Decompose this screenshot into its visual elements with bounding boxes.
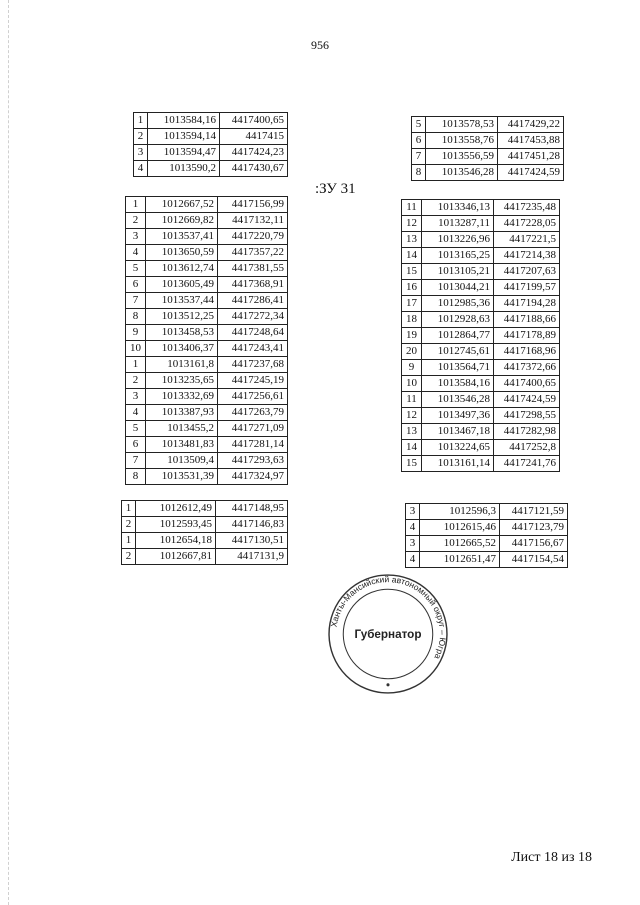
x-coordinate-cell: 1012654,18 bbox=[136, 533, 216, 549]
table-row bbox=[126, 357, 288, 373]
point-number-cell: 1 bbox=[122, 533, 136, 549]
point-number-cell: 8 bbox=[126, 309, 146, 325]
x-coordinate-cell: 1013497,36 bbox=[422, 408, 494, 424]
table-row bbox=[412, 165, 564, 181]
table-row bbox=[126, 325, 288, 341]
land-plot-label: :ЗУ 31 bbox=[315, 181, 356, 197]
y-coordinate-cell: 4417214,38 bbox=[494, 248, 560, 264]
point-number-cell: 2 bbox=[126, 373, 146, 389]
y-coordinate-cell: 4417178,89 bbox=[494, 328, 560, 344]
page-margin-line bbox=[8, 0, 9, 905]
x-coordinate-cell: 1012593,45 bbox=[136, 517, 216, 533]
point-number-cell: 8 bbox=[412, 165, 426, 181]
x-coordinate-cell: 1013558,76 bbox=[426, 133, 498, 149]
point-number-cell: 9 bbox=[402, 360, 422, 376]
table-row bbox=[126, 213, 288, 229]
point-number-cell: 4 bbox=[406, 520, 420, 536]
table-row bbox=[402, 408, 560, 424]
table-row bbox=[126, 309, 288, 325]
table-row bbox=[402, 456, 560, 472]
point-number-cell: 17 bbox=[402, 296, 422, 312]
table-row bbox=[406, 504, 568, 520]
point-number-cell: 4 bbox=[126, 245, 146, 261]
table-row bbox=[412, 149, 564, 165]
point-number-cell: 19 bbox=[402, 328, 422, 344]
point-number-cell: 20 bbox=[402, 344, 422, 360]
y-coordinate-cell: 4417324,97 bbox=[218, 469, 288, 485]
y-coordinate-cell: 4417400,65 bbox=[220, 113, 288, 129]
y-coordinate-cell: 4417286,41 bbox=[218, 293, 288, 309]
table-row bbox=[126, 437, 288, 453]
x-coordinate-cell: 1013584,16 bbox=[148, 113, 220, 129]
point-number-cell: 10 bbox=[402, 376, 422, 392]
point-number-cell: 1 bbox=[134, 113, 148, 129]
point-number-cell: 3 bbox=[126, 389, 146, 405]
table-row bbox=[402, 360, 560, 376]
x-coordinate-cell: 1012651,47 bbox=[420, 552, 500, 568]
point-number-cell: 16 bbox=[402, 280, 422, 296]
point-number-cell: 2 bbox=[122, 549, 136, 565]
table-row bbox=[122, 517, 288, 533]
seal-dot bbox=[386, 683, 389, 686]
x-coordinate-cell: 1013467,18 bbox=[422, 424, 494, 440]
x-coordinate-cell: 1013556,59 bbox=[426, 149, 498, 165]
point-number-cell: 3 bbox=[126, 229, 146, 245]
point-number-cell: 1 bbox=[126, 197, 146, 213]
seal-center-text: Губернатор bbox=[354, 628, 422, 642]
x-coordinate-cell: 1012985,36 bbox=[422, 296, 494, 312]
y-coordinate-cell: 4417221,5 bbox=[494, 232, 560, 248]
x-coordinate-cell: 1013458,53 bbox=[146, 325, 218, 341]
x-coordinate-cell: 1013584,16 bbox=[422, 376, 494, 392]
y-coordinate-cell: 4417248,64 bbox=[218, 325, 288, 341]
table-row bbox=[126, 261, 288, 277]
table-row bbox=[126, 389, 288, 405]
x-coordinate-cell: 1013512,25 bbox=[146, 309, 218, 325]
sheet-counter: Лист 18 из 18 bbox=[511, 850, 592, 865]
y-coordinate-cell: 4417245,19 bbox=[218, 373, 288, 389]
x-coordinate-cell: 1013224,65 bbox=[422, 440, 494, 456]
x-coordinate-cell: 1012596,3 bbox=[420, 504, 500, 520]
x-coordinate-cell: 1013346,13 bbox=[422, 200, 494, 216]
coordinates-table-6 bbox=[405, 503, 568, 568]
x-coordinate-cell: 1013481,83 bbox=[146, 437, 218, 453]
table-row bbox=[126, 405, 288, 421]
y-coordinate-cell: 4417357,22 bbox=[218, 245, 288, 261]
point-number-cell: 10 bbox=[126, 341, 146, 357]
y-coordinate-cell: 4417281,14 bbox=[218, 437, 288, 453]
x-coordinate-cell: 1012928,63 bbox=[422, 312, 494, 328]
page-number: 956 bbox=[311, 38, 329, 52]
point-number-cell: 18 bbox=[402, 312, 422, 328]
x-coordinate-cell: 1013612,74 bbox=[146, 261, 218, 277]
point-number-cell: 3 bbox=[406, 504, 420, 520]
x-coordinate-cell: 1013594,14 bbox=[148, 129, 220, 145]
table-row bbox=[406, 536, 568, 552]
y-coordinate-cell: 4417241,76 bbox=[494, 456, 560, 472]
y-coordinate-cell: 4417121,59 bbox=[500, 504, 568, 520]
point-number-cell: 14 bbox=[402, 248, 422, 264]
point-number-cell: 11 bbox=[402, 392, 422, 408]
point-number-cell: 6 bbox=[126, 437, 146, 453]
governor-seal bbox=[327, 573, 449, 695]
x-coordinate-cell: 1013332,69 bbox=[146, 389, 218, 405]
y-coordinate-cell: 4417130,51 bbox=[216, 533, 288, 549]
y-coordinate-cell: 4417146,83 bbox=[216, 517, 288, 533]
table-row bbox=[402, 280, 560, 296]
y-coordinate-cell: 4417424,23 bbox=[220, 145, 288, 161]
y-coordinate-cell: 4417424,59 bbox=[494, 392, 560, 408]
table-row bbox=[402, 296, 560, 312]
x-coordinate-cell: 1012615,46 bbox=[420, 520, 500, 536]
coordinates-table-4 bbox=[401, 199, 560, 472]
x-coordinate-cell: 1013226,96 bbox=[422, 232, 494, 248]
point-number-cell: 4 bbox=[406, 552, 420, 568]
point-number-cell: 1 bbox=[126, 357, 146, 373]
table-row bbox=[122, 533, 288, 549]
table-row bbox=[402, 264, 560, 280]
point-number-cell: 2 bbox=[122, 517, 136, 533]
x-coordinate-cell: 1013161,8 bbox=[146, 357, 218, 373]
point-number-cell: 13 bbox=[402, 232, 422, 248]
y-coordinate-cell: 4417188,66 bbox=[494, 312, 560, 328]
table-row bbox=[412, 133, 564, 149]
y-coordinate-cell: 4417272,34 bbox=[218, 309, 288, 325]
y-coordinate-cell: 4417381,55 bbox=[218, 261, 288, 277]
table-row bbox=[134, 113, 288, 129]
x-coordinate-cell: 1013165,25 bbox=[422, 248, 494, 264]
y-coordinate-cell: 4417271,09 bbox=[218, 421, 288, 437]
y-coordinate-cell: 4417368,91 bbox=[218, 277, 288, 293]
coordinates-table-2 bbox=[411, 116, 564, 181]
point-number-cell: 4 bbox=[134, 161, 148, 177]
point-number-cell: 14 bbox=[402, 440, 422, 456]
table-row bbox=[126, 197, 288, 213]
point-number-cell: 12 bbox=[402, 408, 422, 424]
x-coordinate-cell: 1012667,52 bbox=[146, 197, 218, 213]
y-coordinate-cell: 4417228,05 bbox=[494, 216, 560, 232]
y-coordinate-cell: 4417400,65 bbox=[494, 376, 560, 392]
y-coordinate-cell: 4417131,9 bbox=[216, 549, 288, 565]
x-coordinate-cell: 1013590,2 bbox=[148, 161, 220, 177]
x-coordinate-cell: 1012665,52 bbox=[420, 536, 500, 552]
point-number-cell: 2 bbox=[134, 129, 148, 145]
x-coordinate-cell: 1013650,59 bbox=[146, 245, 218, 261]
point-number-cell: 6 bbox=[126, 277, 146, 293]
point-number-cell: 7 bbox=[126, 293, 146, 309]
table-row bbox=[126, 373, 288, 389]
table-row bbox=[126, 341, 288, 357]
y-coordinate-cell: 4417194,28 bbox=[494, 296, 560, 312]
y-coordinate-cell: 4417156,67 bbox=[500, 536, 568, 552]
x-coordinate-cell: 1013287,11 bbox=[422, 216, 494, 232]
table-row bbox=[134, 161, 288, 177]
point-number-cell: 8 bbox=[126, 469, 146, 485]
point-number-cell: 12 bbox=[402, 216, 422, 232]
y-coordinate-cell: 4417154,54 bbox=[500, 552, 568, 568]
x-coordinate-cell: 1013546,28 bbox=[426, 165, 498, 181]
y-coordinate-cell: 4417168,96 bbox=[494, 344, 560, 360]
x-coordinate-cell: 1013387,93 bbox=[146, 405, 218, 421]
coordinates-table-5 bbox=[121, 500, 288, 565]
y-coordinate-cell: 4417243,41 bbox=[218, 341, 288, 357]
point-number-cell: 15 bbox=[402, 264, 422, 280]
y-coordinate-cell: 4417207,63 bbox=[494, 264, 560, 280]
point-number-cell: 2 bbox=[126, 213, 146, 229]
table-row bbox=[402, 440, 560, 456]
coordinates-table-1 bbox=[133, 112, 288, 177]
y-coordinate-cell: 4417451,28 bbox=[498, 149, 564, 165]
point-number-cell: 5 bbox=[126, 261, 146, 277]
table-row bbox=[126, 421, 288, 437]
y-coordinate-cell: 4417298,55 bbox=[494, 408, 560, 424]
y-coordinate-cell: 4417282,98 bbox=[494, 424, 560, 440]
x-coordinate-cell: 1013564,71 bbox=[422, 360, 494, 376]
point-number-cell: 6 bbox=[412, 133, 426, 149]
point-number-cell: 4 bbox=[126, 405, 146, 421]
y-coordinate-cell: 4417220,79 bbox=[218, 229, 288, 245]
table-row bbox=[134, 129, 288, 145]
coordinates-table-3 bbox=[125, 196, 288, 485]
point-number-cell: 3 bbox=[406, 536, 420, 552]
point-number-cell: 1 bbox=[122, 501, 136, 517]
x-coordinate-cell: 1013578,53 bbox=[426, 117, 498, 133]
table-row bbox=[402, 392, 560, 408]
x-coordinate-cell: 1012864,77 bbox=[422, 328, 494, 344]
table-row bbox=[402, 248, 560, 264]
y-coordinate-cell: 4417424,59 bbox=[498, 165, 564, 181]
x-coordinate-cell: 1013161,14 bbox=[422, 456, 494, 472]
x-coordinate-cell: 1013546,28 bbox=[422, 392, 494, 408]
point-number-cell: 5 bbox=[412, 117, 426, 133]
y-coordinate-cell: 4417372,66 bbox=[494, 360, 560, 376]
y-coordinate-cell: 4417199,57 bbox=[494, 280, 560, 296]
y-coordinate-cell: 4417252,8 bbox=[494, 440, 560, 456]
table-row bbox=[402, 344, 560, 360]
table-row bbox=[402, 424, 560, 440]
table-row bbox=[406, 520, 568, 536]
table-row bbox=[134, 145, 288, 161]
x-coordinate-cell: 1013594,47 bbox=[148, 145, 220, 161]
table-row bbox=[402, 328, 560, 344]
x-coordinate-cell: 1013537,44 bbox=[146, 293, 218, 309]
point-number-cell: 13 bbox=[402, 424, 422, 440]
y-coordinate-cell: 4417123,79 bbox=[500, 520, 568, 536]
table-row bbox=[412, 117, 564, 133]
table-row bbox=[406, 552, 568, 568]
table-row bbox=[402, 232, 560, 248]
x-coordinate-cell: 1013406,37 bbox=[146, 341, 218, 357]
table-row bbox=[126, 453, 288, 469]
x-coordinate-cell: 1013531,39 bbox=[146, 469, 218, 485]
table-row bbox=[126, 293, 288, 309]
y-coordinate-cell: 4417263,79 bbox=[218, 405, 288, 421]
table-row bbox=[402, 200, 560, 216]
y-coordinate-cell: 4417237,68 bbox=[218, 357, 288, 373]
y-coordinate-cell: 4417256,61 bbox=[218, 389, 288, 405]
point-number-cell: 9 bbox=[126, 325, 146, 341]
y-coordinate-cell: 4417235,48 bbox=[494, 200, 560, 216]
x-coordinate-cell: 1012612,49 bbox=[136, 501, 216, 517]
x-coordinate-cell: 1012745,61 bbox=[422, 344, 494, 360]
x-coordinate-cell: 1013537,41 bbox=[146, 229, 218, 245]
x-coordinate-cell: 1012669,82 bbox=[146, 213, 218, 229]
table-row bbox=[126, 245, 288, 261]
y-coordinate-cell: 4417453,88 bbox=[498, 133, 564, 149]
point-number-cell: 7 bbox=[412, 149, 426, 165]
table-row bbox=[402, 376, 560, 392]
x-coordinate-cell: 1013105,21 bbox=[422, 264, 494, 280]
table-row bbox=[126, 229, 288, 245]
y-coordinate-cell: 4417148,95 bbox=[216, 501, 288, 517]
table-row bbox=[122, 501, 288, 517]
x-coordinate-cell: 1012667,81 bbox=[136, 549, 216, 565]
point-number-cell: 3 bbox=[134, 145, 148, 161]
x-coordinate-cell: 1013044,21 bbox=[422, 280, 494, 296]
y-coordinate-cell: 4417415 bbox=[220, 129, 288, 145]
table-row bbox=[126, 469, 288, 485]
table-row bbox=[402, 216, 560, 232]
x-coordinate-cell: 1013235,65 bbox=[146, 373, 218, 389]
y-coordinate-cell: 4417132,11 bbox=[218, 213, 288, 229]
point-number-cell: 11 bbox=[402, 200, 422, 216]
table-row bbox=[126, 277, 288, 293]
y-coordinate-cell: 4417430,67 bbox=[220, 161, 288, 177]
x-coordinate-cell: 1013509,4 bbox=[146, 453, 218, 469]
table-row bbox=[402, 312, 560, 328]
point-number-cell: 7 bbox=[126, 453, 146, 469]
x-coordinate-cell: 1013455,2 bbox=[146, 421, 218, 437]
point-number-cell: 15 bbox=[402, 456, 422, 472]
y-coordinate-cell: 4417429,22 bbox=[498, 117, 564, 133]
table-row bbox=[122, 549, 288, 565]
y-coordinate-cell: 4417156,99 bbox=[218, 197, 288, 213]
y-coordinate-cell: 4417293,63 bbox=[218, 453, 288, 469]
point-number-cell: 5 bbox=[126, 421, 146, 437]
x-coordinate-cell: 1013605,49 bbox=[146, 277, 218, 293]
seal-ring-text: Ханты-Мансийский автономный округ – Югра bbox=[328, 574, 448, 661]
